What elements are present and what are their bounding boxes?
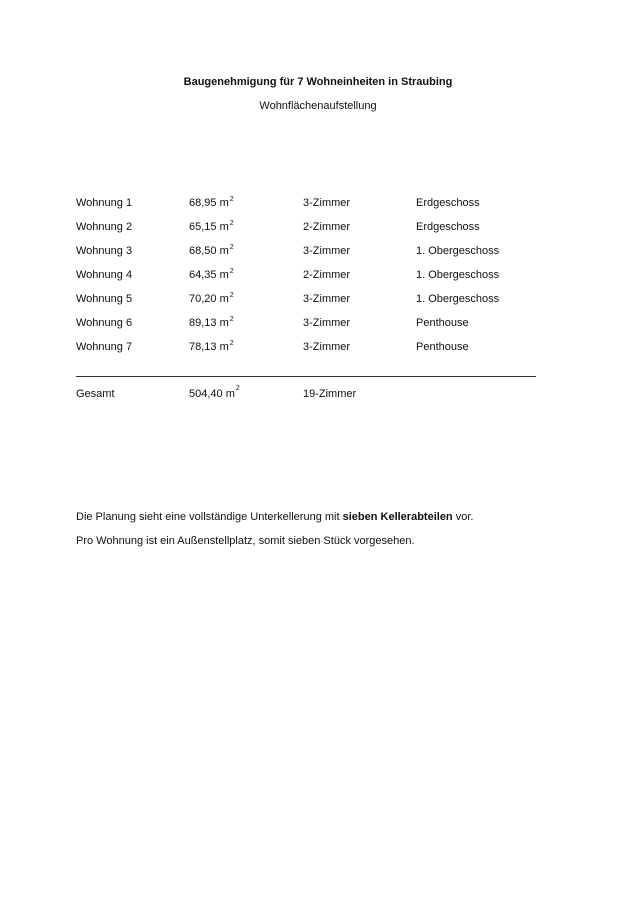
total-area: 504,40 $m^2$ xyxy=(189,385,240,400)
table-row xyxy=(76,244,536,268)
unit-rooms: 3-Zimmer xyxy=(303,293,351,305)
unit-name: Wohnung 6 xyxy=(76,317,133,329)
unit-floor: Penthouse xyxy=(416,317,469,329)
document-subtitle: Wohnflächenaufstellung xyxy=(259,100,377,112)
total-rooms: 19-Zimmer xyxy=(303,388,357,400)
table-row xyxy=(76,220,536,244)
note-parking: Pro Wohnung ist ein Außenstellplatz, somit sieben Stück vorgesehen. xyxy=(76,535,415,547)
unit-name: Wohnung 1 xyxy=(76,197,133,209)
unit-superscript: 2 xyxy=(229,196,234,203)
unit-area: 70,20 $m^2$ xyxy=(189,292,234,305)
unit-rooms: 3-Zimmer xyxy=(303,317,351,329)
table-row xyxy=(76,340,536,364)
unit-area: 64,35 $m^2$ xyxy=(189,268,234,281)
table-row xyxy=(76,196,536,220)
unit-floor: Erdgeschoss xyxy=(416,221,480,233)
unit-floor: Erdgeschoss xyxy=(416,197,480,209)
notes xyxy=(76,510,556,558)
unit-area: 65,15 $m^2$ xyxy=(189,220,234,233)
table-row xyxy=(76,292,536,316)
unit-superscript: 2 xyxy=(229,244,234,251)
table-divider xyxy=(76,376,536,377)
area-table xyxy=(76,196,536,364)
unit-name: Wohnung 2 xyxy=(76,221,133,233)
total-superscript: 2 xyxy=(235,385,240,392)
total-label: Gesamt xyxy=(76,388,115,400)
unit-area: 78,13 $m^2$ xyxy=(189,340,234,353)
unit-rooms: 3-Zimmer xyxy=(303,197,351,209)
unit-floor: 1. Obergeschoss xyxy=(416,269,500,281)
unit-floor: 1. Obergeschoss xyxy=(416,293,500,305)
unit-superscript: 2 xyxy=(229,220,234,227)
unit-rooms: 3-Zimmer xyxy=(303,341,351,353)
unit-rooms: 3-Zimmer xyxy=(303,245,351,257)
unit-area: 89,13 $m^2$ xyxy=(189,316,234,329)
unit-floor: Penthouse xyxy=(416,341,469,353)
unit-name: Wohnung 7 xyxy=(76,341,133,353)
note-basement-emphasis: sieben Kellerabteilen xyxy=(342,511,453,523)
total-row xyxy=(76,385,536,404)
unit-superscript: 2 xyxy=(229,292,234,299)
unit-area: 68,95 $m^2$ xyxy=(189,196,234,209)
unit-name: Wohnung 5 xyxy=(76,293,133,305)
document-title: Baugenehmigung für 7 Wohneinheiten in Straubing xyxy=(183,76,453,88)
note-basement: Die Planung sieht eine vollständige Unterkellerung mit sieben Kellerabteilen vor. xyxy=(76,511,474,523)
unit-area: 68,50 $m^2$ xyxy=(189,244,234,257)
unit-floor: 1. Obergeschoss xyxy=(416,245,500,257)
unit-rooms: 2-Zimmer xyxy=(303,269,351,281)
unit-name: Wohnung 3 xyxy=(76,245,133,257)
unit-superscript: 2 xyxy=(229,268,234,275)
unit-name: Wohnung 4 xyxy=(76,269,133,281)
table-row xyxy=(76,316,536,340)
unit-superscript: 2 xyxy=(229,316,234,323)
unit-superscript: 2 xyxy=(229,340,234,347)
unit-rooms: 2-Zimmer xyxy=(303,221,351,233)
table-row xyxy=(76,268,536,292)
